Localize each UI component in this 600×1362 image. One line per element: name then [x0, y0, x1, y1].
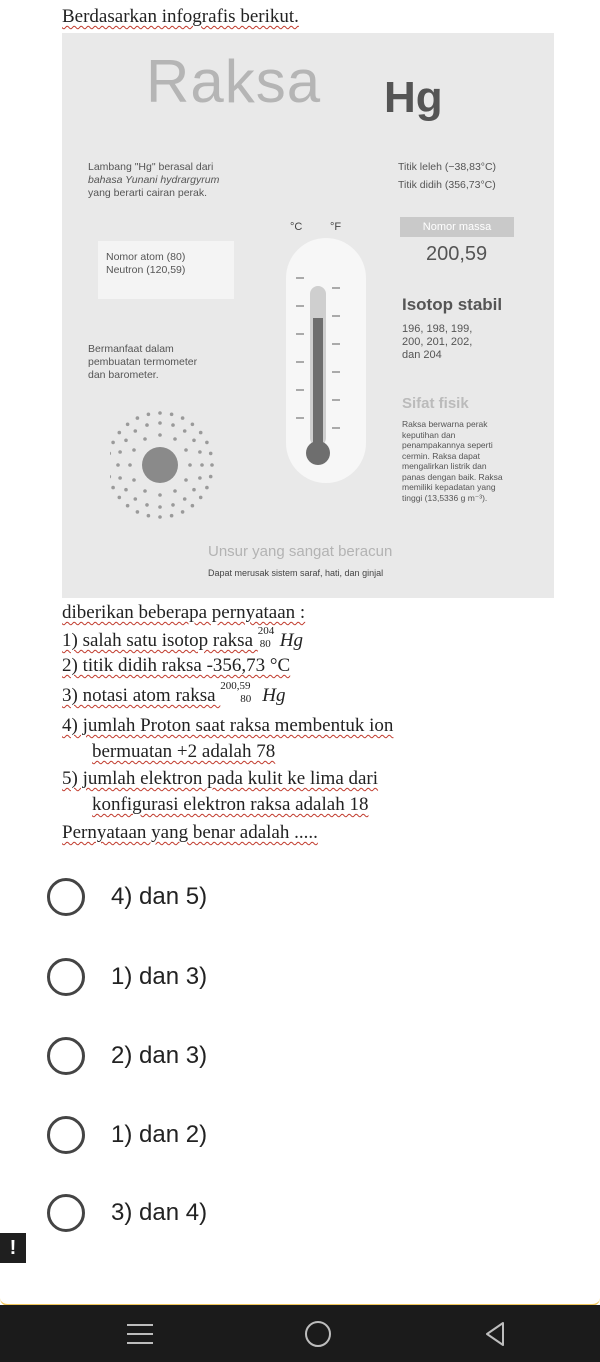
answer-option-2[interactable]	[47, 955, 567, 999]
sifat-title: Sifat fisik	[402, 395, 469, 412]
electron-dot	[136, 510, 140, 514]
electron-dot	[210, 463, 214, 467]
electron-dot	[158, 515, 162, 519]
electron-dot	[171, 423, 175, 427]
electron-dot	[158, 493, 162, 497]
titik-leleh: Titik leleh (−38,83°C)	[398, 161, 497, 173]
statement-1-text: 1) salah satu isotop raksa	[62, 630, 258, 651]
electron-dot	[170, 514, 174, 518]
electron-dot	[198, 476, 202, 480]
radio-button[interactable]	[47, 1116, 85, 1154]
fahrenheit-unit: °F	[330, 221, 342, 233]
sifat-line: mengalirkan listrik dan	[402, 461, 487, 471]
nomor-massa-label: Nomor massa	[400, 217, 514, 237]
electron-dot	[184, 448, 188, 452]
electron-dot	[132, 448, 136, 452]
radio-button[interactable]	[47, 1194, 85, 1232]
option-label: 3) dan 4)	[111, 1199, 208, 1226]
atom-model-illustration	[110, 403, 230, 528]
manfaat-line: Bermanfaat dalam	[88, 343, 174, 355]
answer-option-5[interactable]	[47, 1191, 567, 1235]
electron-dot	[126, 423, 130, 427]
electron-dot	[158, 411, 162, 415]
android-navigation-bar	[0, 1305, 600, 1362]
atomic-number: 80	[259, 638, 271, 650]
radio-button[interactable]	[47, 878, 85, 916]
nomor-atom: Nomor atom (80)	[106, 251, 186, 263]
sifat-line: penampakannya seperti	[402, 440, 493, 450]
answer-option-4[interactable]	[47, 1113, 567, 1157]
isotop-line: 196, 198, 199,	[402, 323, 473, 335]
electron-dot	[170, 413, 174, 417]
electron-dot	[181, 510, 185, 514]
electron-dot	[110, 475, 111, 479]
electron-dot	[111, 441, 115, 445]
celsius-unit: °C	[290, 221, 303, 233]
electron-dot	[143, 437, 147, 441]
radio-button[interactable]	[47, 958, 85, 996]
electron-dot	[205, 441, 209, 445]
atom-info-box	[98, 241, 234, 299]
electron-dot	[173, 489, 177, 493]
neutron-count: Neutron (120,59)	[106, 264, 186, 276]
statement-5-line-1: 5) jumlah elektron pada kulit ke lima dari	[62, 768, 379, 789]
recent-apps-button[interactable]	[100, 1305, 180, 1362]
electron-dot	[183, 429, 187, 433]
electron-dot	[158, 421, 162, 425]
statement-5-line-2: konfigurasi elektron raksa adalah 18	[92, 794, 369, 815]
mass-number: 204	[257, 625, 275, 637]
sifat-line: Raksa berwarna perak	[402, 419, 488, 429]
isotop-line: 200, 201, 202,	[402, 336, 473, 348]
isotop-list	[402, 323, 472, 362]
electron-dot	[191, 504, 195, 508]
option-label: 1) dan 2)	[111, 1121, 208, 1148]
electron-dot	[134, 497, 138, 501]
manfaat-text	[88, 343, 197, 382]
electron-dot	[124, 439, 128, 443]
electron-dot	[128, 463, 132, 467]
lambang-line: bahasa Yunani hydrargyrum	[88, 174, 220, 186]
option-label: 2) dan 3)	[111, 1042, 208, 1069]
option-label: 1) dan 3)	[111, 963, 208, 990]
back-button[interactable]	[455, 1305, 535, 1362]
isotope-notation-1	[257, 625, 303, 653]
home-circle-icon	[303, 1319, 333, 1349]
electron-dot	[116, 463, 120, 467]
electron-dot	[199, 431, 203, 435]
back-triangle-icon	[480, 1319, 510, 1349]
question-prompt: Pernyataan yang benar adalah .....	[62, 822, 318, 843]
lambang-text	[88, 161, 219, 200]
electron-dot	[126, 504, 130, 508]
atomic-number: 80	[240, 693, 252, 705]
isotop-line: dan 204	[402, 349, 442, 361]
statement-1	[62, 625, 303, 653]
statement-3-text: 3) notasi atom raksa	[62, 685, 221, 706]
electron-dot	[192, 439, 196, 443]
option-label: 4) dan 5)	[111, 883, 208, 910]
sifat-line: cermin. Raksa dapat	[402, 450, 480, 461]
electron-dot	[145, 423, 149, 427]
manfaat-line: dan barometer.	[88, 369, 159, 381]
electron-dot	[110, 452, 111, 456]
element-symbol: Hg	[279, 630, 303, 651]
element-symbol: Hg	[262, 685, 286, 706]
nomor-massa-value: 200,59	[426, 243, 488, 265]
electron-dot	[136, 416, 140, 420]
statement-3	[62, 680, 286, 708]
electron-dot	[200, 463, 204, 467]
alert-badge-icon[interactable]: !	[0, 1233, 26, 1263]
sifat-line: panas dengan baik. Raksa	[402, 471, 503, 482]
unsur-beracun-desc: Dapat merusak sistem saraf, hati, dan ginjal	[208, 568, 384, 578]
statement-4-line-1: 4) jumlah Proton saat raksa membentuk ion	[62, 715, 394, 736]
sifat-line: tinggi (13,5336 g m⁻³).	[402, 492, 488, 503]
electron-dot	[111, 486, 115, 490]
electron-dot	[118, 431, 122, 435]
electron-dot	[173, 437, 177, 441]
electron-dot	[209, 452, 213, 456]
electron-dot	[145, 503, 149, 507]
electron-dot	[205, 486, 209, 490]
menu-lines-icon	[125, 1321, 155, 1347]
statement-4-line-2: bermuatan +2 adalah 78	[92, 741, 276, 762]
question-lead: diberikan beberapa pernyataan :	[62, 602, 306, 623]
titik-didih: Titik didih (356,73°C)	[398, 179, 496, 191]
electron-dot	[192, 488, 196, 492]
electron-dot	[191, 423, 195, 427]
electron-dot	[199, 496, 203, 500]
home-button[interactable]	[278, 1305, 358, 1362]
infographic-symbol: Hg	[384, 73, 443, 122]
mass-number: 200,59	[220, 680, 251, 692]
manfaat-line: pembuatan termometer	[88, 356, 198, 368]
lambang-line: yang berarti cairan perak.	[88, 187, 208, 199]
unsur-beracun-title: Unsur yang sangat beracun	[208, 543, 393, 560]
sifat-line: memiliki kepadatan yang	[402, 482, 496, 492]
sifat-text	[402, 419, 503, 503]
intro-text: Berdasarkan infografis berikut.	[62, 6, 299, 27]
electron-dot	[184, 478, 188, 482]
electron-dot	[198, 450, 202, 454]
statement-2: 2) titik didih raksa -356,73 °C	[62, 655, 291, 676]
radio-button[interactable]	[47, 1037, 85, 1075]
electron-dot	[118, 450, 122, 454]
electron-dot	[171, 503, 175, 507]
electron-dot	[147, 413, 151, 417]
electron-dot	[134, 429, 138, 433]
answer-option-3[interactable]	[47, 1034, 567, 1078]
electron-dot	[158, 505, 162, 509]
electron-dot	[147, 514, 151, 518]
electron-dot	[143, 489, 147, 493]
electron-dot	[158, 433, 162, 437]
thermometer-illustration	[282, 218, 372, 488]
electron-dot	[183, 497, 187, 501]
electron-dot	[132, 478, 136, 482]
isotop-title: Isotop stabil	[402, 295, 503, 314]
electron-dot	[188, 463, 192, 467]
answer-option-1[interactable]	[47, 875, 567, 919]
lambang-line: Lambang "Hg" berasal dari	[88, 161, 214, 173]
electron-dot	[118, 496, 122, 500]
electron-dot	[209, 475, 213, 479]
electron-dot	[124, 488, 128, 492]
sifat-line: keputihan dan	[402, 429, 456, 440]
electron-dot	[181, 416, 185, 420]
infographic	[62, 33, 554, 598]
isotope-notation-3	[220, 680, 286, 708]
infographic-title: Raksa	[146, 48, 322, 115]
electron-dot	[118, 476, 122, 480]
